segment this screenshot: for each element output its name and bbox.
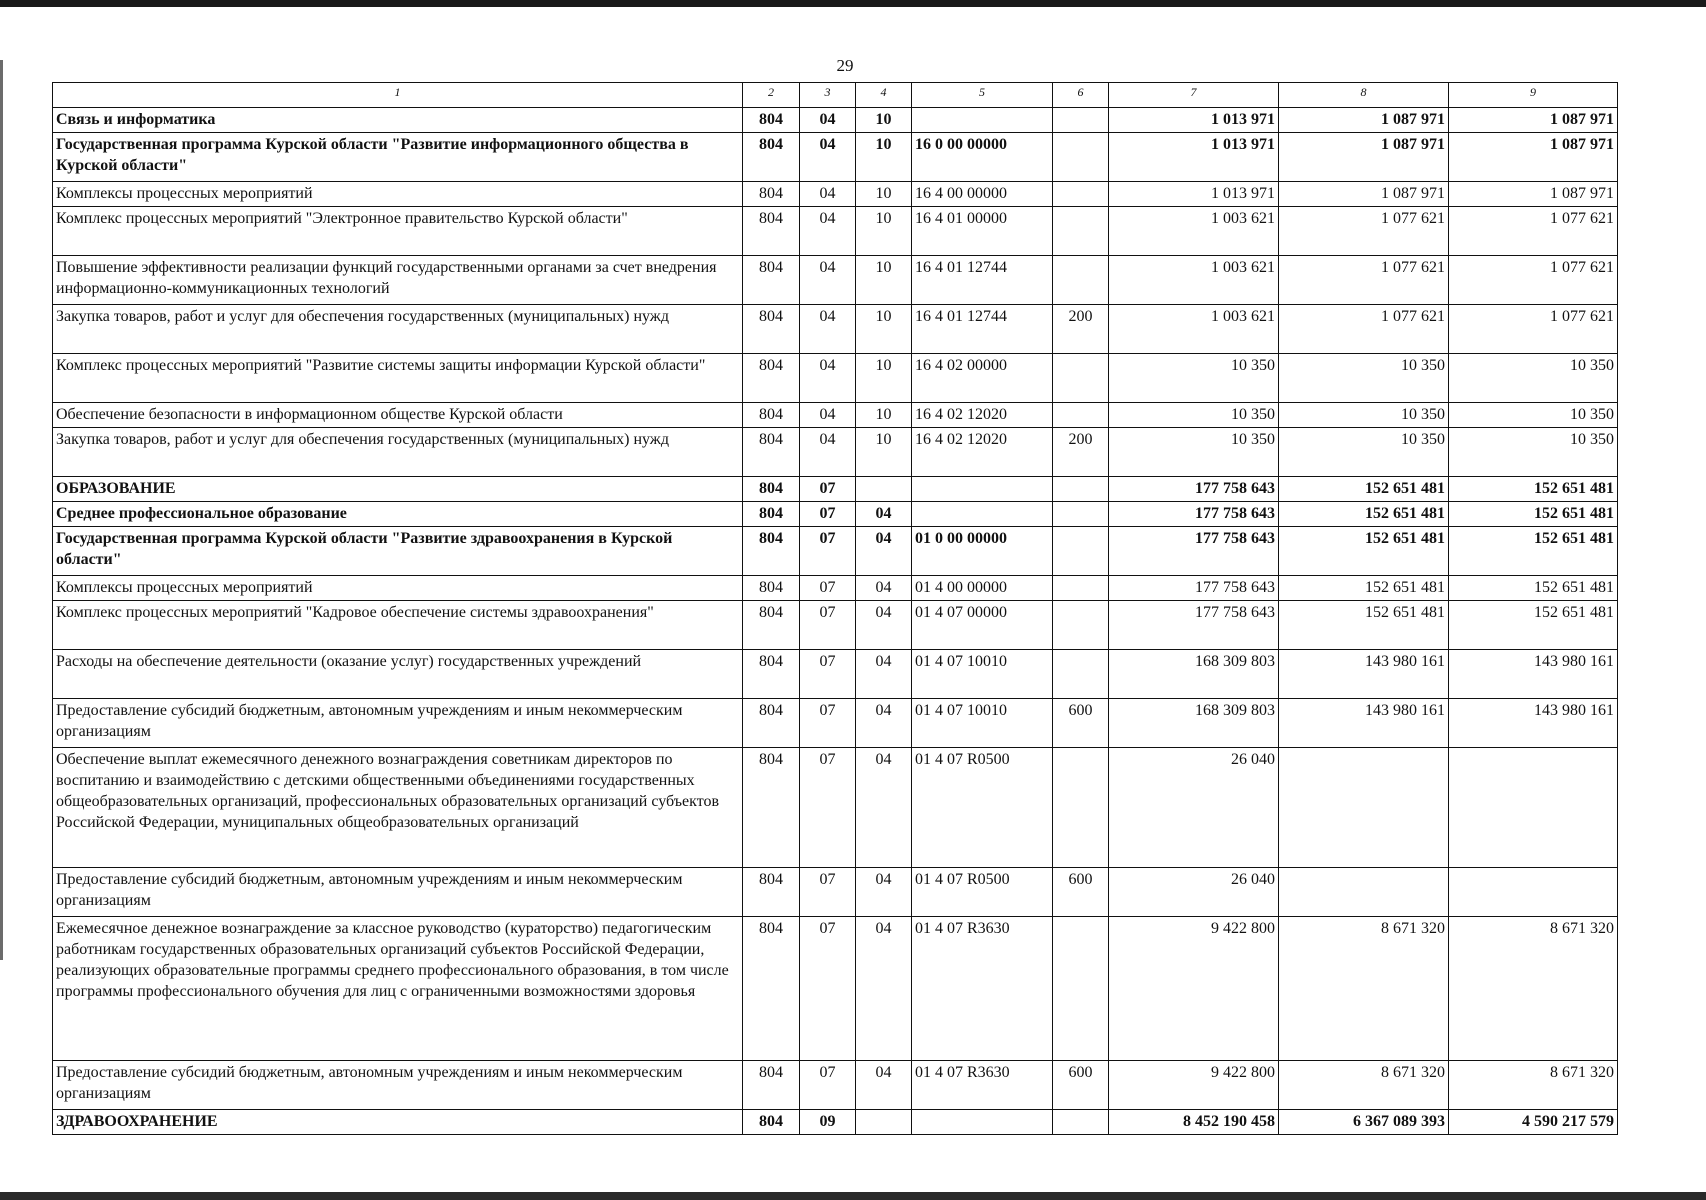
row-subsection-code-cell: 10: [856, 133, 912, 182]
row-ministry-code-cell: 804: [743, 502, 800, 527]
row-ministry-code-cell: 804: [743, 207, 800, 256]
table-row: [53, 502, 1618, 527]
table-row: [53, 354, 1618, 403]
column-header-1: 1: [53, 83, 743, 108]
row-expense-type-cell: 200: [1053, 428, 1109, 477]
row-amount-col8-cell: 143 980 161: [1279, 699, 1449, 748]
column-header-2: 2: [743, 83, 800, 108]
row-subsection-code-cell: 10: [856, 207, 912, 256]
row-subsection-code-cell: 10: [856, 108, 912, 133]
row-subsection-code-cell: [856, 1110, 912, 1135]
row-ministry-code-cell: 804: [743, 748, 800, 868]
row-ministry-code-cell: 804: [743, 1061, 800, 1110]
row-section-code-cell: 07: [800, 527, 856, 576]
row-amount-col7-cell: 10 350: [1109, 354, 1279, 403]
row-name-cell: Комплекс процессных мероприятий "Электронное правительство Курской области": [53, 207, 743, 256]
row-amount-col8-cell: 152 651 481: [1279, 601, 1449, 650]
table-row: [53, 403, 1618, 428]
row-target-article-cell: 01 4 07 10010: [912, 699, 1053, 748]
row-expense-type-cell: 600: [1053, 1061, 1109, 1110]
row-subsection-code-cell: 04: [856, 868, 912, 917]
row-ministry-code-cell: 804: [743, 576, 800, 601]
page-number: 29: [836, 56, 854, 75]
row-expense-type-cell: [1053, 601, 1109, 650]
row-amount-col9-cell: 10 350: [1449, 403, 1618, 428]
table-row: [53, 917, 1618, 1061]
row-section-code-cell: 04: [800, 403, 856, 428]
row-name-cell: Комплексы процессных мероприятий: [53, 576, 743, 601]
row-ministry-code-cell: 804: [743, 133, 800, 182]
row-section-code-cell: 04: [800, 108, 856, 133]
row-amount-col8-cell: 1 087 971: [1279, 133, 1449, 182]
row-ministry-code-cell: 804: [743, 256, 800, 305]
row-section-code-cell: 09: [800, 1110, 856, 1135]
row-amount-col7-cell: 26 040: [1109, 868, 1279, 917]
row-ministry-code-cell: 804: [743, 699, 800, 748]
row-amount-col7-cell: 1 013 971: [1109, 133, 1279, 182]
row-amount-col9-cell: 143 980 161: [1449, 650, 1618, 699]
table-body: [53, 83, 1618, 1135]
row-target-article-cell: 16 4 02 00000: [912, 354, 1053, 403]
row-ministry-code-cell: 804: [743, 354, 800, 403]
row-section-code-cell: 04: [800, 182, 856, 207]
row-expense-type-cell: [1053, 133, 1109, 182]
column-header-8: 8: [1279, 83, 1449, 108]
row-name-cell: Ежемесячное денежное вознаграждение за классное руководство (кураторство) педагогическим работникам государственных образовательных организаций субъектов Российской Федерации, реализующих образовательные программы среднего профессионального образования, в том числе программы профессионального обучения для лиц с ограниченными возможностями здоровья: [53, 917, 743, 1061]
row-amount-col9-cell: 152 651 481: [1449, 527, 1618, 576]
row-expense-type-cell: [1053, 182, 1109, 207]
column-header-9: 9: [1449, 83, 1618, 108]
row-name-cell: Комплексы процессных мероприятий: [53, 182, 743, 207]
row-subsection-code-cell: 04: [856, 917, 912, 1061]
row-expense-type-cell: [1053, 748, 1109, 868]
scan-edge-left: [0, 60, 3, 960]
table-row: [53, 305, 1618, 354]
row-amount-col7-cell: 9 422 800: [1109, 1061, 1279, 1110]
row-target-article-cell: [912, 1110, 1053, 1135]
row-subsection-code-cell: [856, 477, 912, 502]
table-header-row: [53, 83, 1618, 108]
table-row: [53, 748, 1618, 868]
row-section-code-cell: 07: [800, 601, 856, 650]
row-amount-col8-cell: 152 651 481: [1279, 502, 1449, 527]
row-section-code-cell: 04: [800, 256, 856, 305]
row-name-cell: Среднее профессиональное образование: [53, 502, 743, 527]
row-subsection-code-cell: 04: [856, 527, 912, 576]
row-section-code-cell: 07: [800, 868, 856, 917]
row-subsection-code-cell: 04: [856, 699, 912, 748]
row-amount-col7-cell: 10 350: [1109, 428, 1279, 477]
row-amount-col7-cell: 177 758 643: [1109, 477, 1279, 502]
row-amount-col7-cell: 177 758 643: [1109, 576, 1279, 601]
row-subsection-code-cell: 10: [856, 428, 912, 477]
row-amount-col8-cell: 6 367 089 393: [1279, 1110, 1449, 1135]
row-target-article-cell: [912, 108, 1053, 133]
row-amount-col8-cell: 152 651 481: [1279, 477, 1449, 502]
row-amount-col7-cell: 177 758 643: [1109, 527, 1279, 576]
row-amount-col9-cell: 1 077 621: [1449, 256, 1618, 305]
row-amount-col8-cell: 10 350: [1279, 428, 1449, 477]
row-target-article-cell: 16 4 01 12744: [912, 305, 1053, 354]
row-amount-col8-cell: 1 077 621: [1279, 305, 1449, 354]
row-name-cell: Предоставление субсидий бюджетным, автономным учреждениям и иным некоммерческим организациям: [53, 1061, 743, 1110]
table-row: [53, 182, 1618, 207]
table-row: [53, 256, 1618, 305]
row-target-article-cell: 16 4 02 12020: [912, 428, 1053, 477]
row-amount-col9-cell: 152 651 481: [1449, 477, 1618, 502]
row-amount-col8-cell: 1 077 621: [1279, 256, 1449, 305]
table-row: [53, 428, 1618, 477]
row-ministry-code-cell: 804: [743, 1110, 800, 1135]
row-section-code-cell: 07: [800, 917, 856, 1061]
row-section-code-cell: 07: [800, 1061, 856, 1110]
row-subsection-code-cell: 10: [856, 305, 912, 354]
row-amount-col7-cell: 177 758 643: [1109, 502, 1279, 527]
table-row: [53, 650, 1618, 699]
scan-edge-bottom: [0, 1192, 1706, 1200]
row-target-article-cell: 01 4 07 R3630: [912, 917, 1053, 1061]
row-expense-type-cell: [1053, 917, 1109, 1061]
row-amount-col9-cell: 1 077 621: [1449, 207, 1618, 256]
row-expense-type-cell: [1053, 650, 1109, 699]
row-expense-type-cell: [1053, 207, 1109, 256]
row-ministry-code-cell: 804: [743, 428, 800, 477]
row-amount-col7-cell: 9 422 800: [1109, 917, 1279, 1061]
table-row: [53, 108, 1618, 133]
row-name-cell: Государственная программа Курской области "Развитие здравоохранения в Курской области": [53, 527, 743, 576]
scan-edge-top: [0, 0, 1706, 7]
row-amount-col7-cell: 1 003 621: [1109, 256, 1279, 305]
row-amount-col9-cell: [1449, 748, 1618, 868]
column-header-7: 7: [1109, 83, 1279, 108]
row-expense-type-cell: 600: [1053, 699, 1109, 748]
row-subsection-code-cell: 04: [856, 650, 912, 699]
row-amount-col7-cell: 177 758 643: [1109, 601, 1279, 650]
row-section-code-cell: 07: [800, 699, 856, 748]
row-section-code-cell: 04: [800, 305, 856, 354]
row-expense-type-cell: [1053, 108, 1109, 133]
row-target-article-cell: 01 4 07 R3630: [912, 1061, 1053, 1110]
row-amount-col8-cell: 10 350: [1279, 354, 1449, 403]
row-subsection-code-cell: 10: [856, 354, 912, 403]
row-target-article-cell: 16 4 02 12020: [912, 403, 1053, 428]
row-target-article-cell: [912, 477, 1053, 502]
row-amount-col8-cell: [1279, 748, 1449, 868]
column-header-5: 5: [912, 83, 1053, 108]
row-expense-type-cell: [1053, 354, 1109, 403]
row-target-article-cell: [912, 502, 1053, 527]
row-expense-type-cell: [1053, 256, 1109, 305]
table-row: [53, 477, 1618, 502]
row-expense-type-cell: [1053, 477, 1109, 502]
row-name-cell: ЗДРАВООХРАНЕНИЕ: [53, 1110, 743, 1135]
row-name-cell: Расходы на обеспечение деятельности (оказание услуг) государственных учреждений: [53, 650, 743, 699]
row-amount-col8-cell: 1 077 621: [1279, 207, 1449, 256]
row-ministry-code-cell: 804: [743, 868, 800, 917]
row-name-cell: Комплекс процессных мероприятий "Развитие системы защиты информации Курской области": [53, 354, 743, 403]
row-name-cell: Комплекс процессных мероприятий "Кадровое обеспечение системы здравоохранения": [53, 601, 743, 650]
row-expense-type-cell: 600: [1053, 868, 1109, 917]
row-expense-type-cell: 200: [1053, 305, 1109, 354]
row-amount-col8-cell: 1 087 971: [1279, 108, 1449, 133]
row-amount-col8-cell: 143 980 161: [1279, 650, 1449, 699]
row-amount-col7-cell: 1 003 621: [1109, 207, 1279, 256]
row-ministry-code-cell: 804: [743, 477, 800, 502]
row-amount-col9-cell: 8 671 320: [1449, 917, 1618, 1061]
table-row: [53, 1061, 1618, 1110]
row-ministry-code-cell: 804: [743, 527, 800, 576]
row-expense-type-cell: [1053, 527, 1109, 576]
row-amount-col8-cell: 152 651 481: [1279, 527, 1449, 576]
row-ministry-code-cell: 804: [743, 650, 800, 699]
row-subsection-code-cell: 10: [856, 403, 912, 428]
row-amount-col7-cell: 1 013 971: [1109, 108, 1279, 133]
row-section-code-cell: 07: [800, 748, 856, 868]
row-subsection-code-cell: 10: [856, 256, 912, 305]
row-amount-col8-cell: [1279, 868, 1449, 917]
row-subsection-code-cell: 04: [856, 601, 912, 650]
row-section-code-cell: 07: [800, 477, 856, 502]
row-section-code-cell: 07: [800, 650, 856, 699]
row-name-cell: Закупка товаров, работ и услуг для обеспечения государственных (муниципальных) нужд: [53, 428, 743, 477]
row-amount-col9-cell: 143 980 161: [1449, 699, 1618, 748]
row-target-article-cell: 01 4 07 R0500: [912, 748, 1053, 868]
row-name-cell: Повышение эффективности реализации функций государственными органами за счет внедрения информационно-коммуникационных технологий: [53, 256, 743, 305]
row-target-article-cell: 01 0 00 00000: [912, 527, 1053, 576]
row-expense-type-cell: [1053, 1110, 1109, 1135]
row-subsection-code-cell: 04: [856, 502, 912, 527]
row-name-cell: Предоставление субсидий бюджетным, автономным учреждениям и иным некоммерческим организациям: [53, 699, 743, 748]
row-amount-col9-cell: 8 671 320: [1449, 1061, 1618, 1110]
row-target-article-cell: 01 4 07 00000: [912, 601, 1053, 650]
row-amount-col8-cell: 152 651 481: [1279, 576, 1449, 601]
row-amount-col9-cell: 1 087 971: [1449, 182, 1618, 207]
row-amount-col7-cell: 1 013 971: [1109, 182, 1279, 207]
row-amount-col7-cell: 1 003 621: [1109, 305, 1279, 354]
row-amount-col9-cell: 1 087 971: [1449, 133, 1618, 182]
row-ministry-code-cell: 804: [743, 305, 800, 354]
row-amount-col9-cell: 152 651 481: [1449, 576, 1618, 601]
table-row: [53, 1110, 1618, 1135]
row-amount-col8-cell: 8 671 320: [1279, 1061, 1449, 1110]
row-amount-col9-cell: 152 651 481: [1449, 502, 1618, 527]
row-amount-col9-cell: 1 077 621: [1449, 305, 1618, 354]
row-target-article-cell: 01 4 07 10010: [912, 650, 1053, 699]
row-name-cell: Закупка товаров, работ и услуг для обеспечения государственных (муниципальных) нужд: [53, 305, 743, 354]
row-section-code-cell: 04: [800, 428, 856, 477]
row-name-cell: Обеспечение безопасности в информационном обществе Курской области: [53, 403, 743, 428]
row-ministry-code-cell: 804: [743, 108, 800, 133]
row-section-code-cell: 04: [800, 207, 856, 256]
row-amount-col9-cell: 10 350: [1449, 354, 1618, 403]
row-amount-col7-cell: 10 350: [1109, 403, 1279, 428]
row-target-article-cell: 16 0 00 00000: [912, 133, 1053, 182]
row-expense-type-cell: [1053, 502, 1109, 527]
row-target-article-cell: 16 4 01 12744: [912, 256, 1053, 305]
row-section-code-cell: 07: [800, 502, 856, 527]
row-amount-col8-cell: 8 671 320: [1279, 917, 1449, 1061]
row-target-article-cell: 16 4 01 00000: [912, 207, 1053, 256]
row-amount-col7-cell: 8 452 190 458: [1109, 1110, 1279, 1135]
row-amount-col7-cell: 168 309 803: [1109, 699, 1279, 748]
row-target-article-cell: 01 4 00 00000: [912, 576, 1053, 601]
table-row: [53, 133, 1618, 182]
row-target-article-cell: 16 4 00 00000: [912, 182, 1053, 207]
row-ministry-code-cell: 804: [743, 182, 800, 207]
table-row: [53, 527, 1618, 576]
row-name-cell: Государственная программа Курской области "Развитие информационного общества в Курской области": [53, 133, 743, 182]
row-expense-type-cell: [1053, 403, 1109, 428]
row-section-code-cell: 04: [800, 133, 856, 182]
row-amount-col9-cell: 152 651 481: [1449, 601, 1618, 650]
row-section-code-cell: 04: [800, 354, 856, 403]
row-ministry-code-cell: 804: [743, 403, 800, 428]
table-row: [53, 576, 1618, 601]
table-row: [53, 868, 1618, 917]
column-header-6: 6: [1053, 83, 1109, 108]
row-subsection-code-cell: 04: [856, 1061, 912, 1110]
column-header-3: 3: [800, 83, 856, 108]
row-name-cell: ОБРАЗОВАНИЕ: [53, 477, 743, 502]
row-name-cell: Обеспечение выплат ежемесячного денежного вознаграждения советникам директоров по воспитанию и взаимодействию с детскими общественными объединениями государственных общеобразовательных организаций, профессиональных образовательных организаций субъектов Российской Федерации, муниципальных общеобразовательных организаций: [53, 748, 743, 868]
table-row: [53, 699, 1618, 748]
row-name-cell: Связь и информатика: [53, 108, 743, 133]
row-amount-col8-cell: 1 087 971: [1279, 182, 1449, 207]
table-row: [53, 207, 1618, 256]
row-subsection-code-cell: 04: [856, 576, 912, 601]
row-ministry-code-cell: 804: [743, 601, 800, 650]
row-name-cell: Предоставление субсидий бюджетным, автономным учреждениям и иным некоммерческим организациям: [53, 868, 743, 917]
row-amount-col7-cell: 26 040: [1109, 748, 1279, 868]
row-amount-col9-cell: [1449, 868, 1618, 917]
row-subsection-code-cell: 04: [856, 748, 912, 868]
row-amount-col9-cell: 10 350: [1449, 428, 1618, 477]
row-section-code-cell: 07: [800, 576, 856, 601]
row-target-article-cell: 01 4 07 R0500: [912, 868, 1053, 917]
budget-table: [52, 82, 1618, 1135]
row-amount-col7-cell: 168 309 803: [1109, 650, 1279, 699]
column-header-4: 4: [856, 83, 912, 108]
row-amount-col9-cell: 1 087 971: [1449, 108, 1618, 133]
row-expense-type-cell: [1053, 576, 1109, 601]
row-ministry-code-cell: 804: [743, 917, 800, 1061]
row-amount-col9-cell: 4 590 217 579: [1449, 1110, 1618, 1135]
table-row: [53, 601, 1618, 650]
row-amount-col8-cell: 10 350: [1279, 403, 1449, 428]
row-subsection-code-cell: 10: [856, 182, 912, 207]
